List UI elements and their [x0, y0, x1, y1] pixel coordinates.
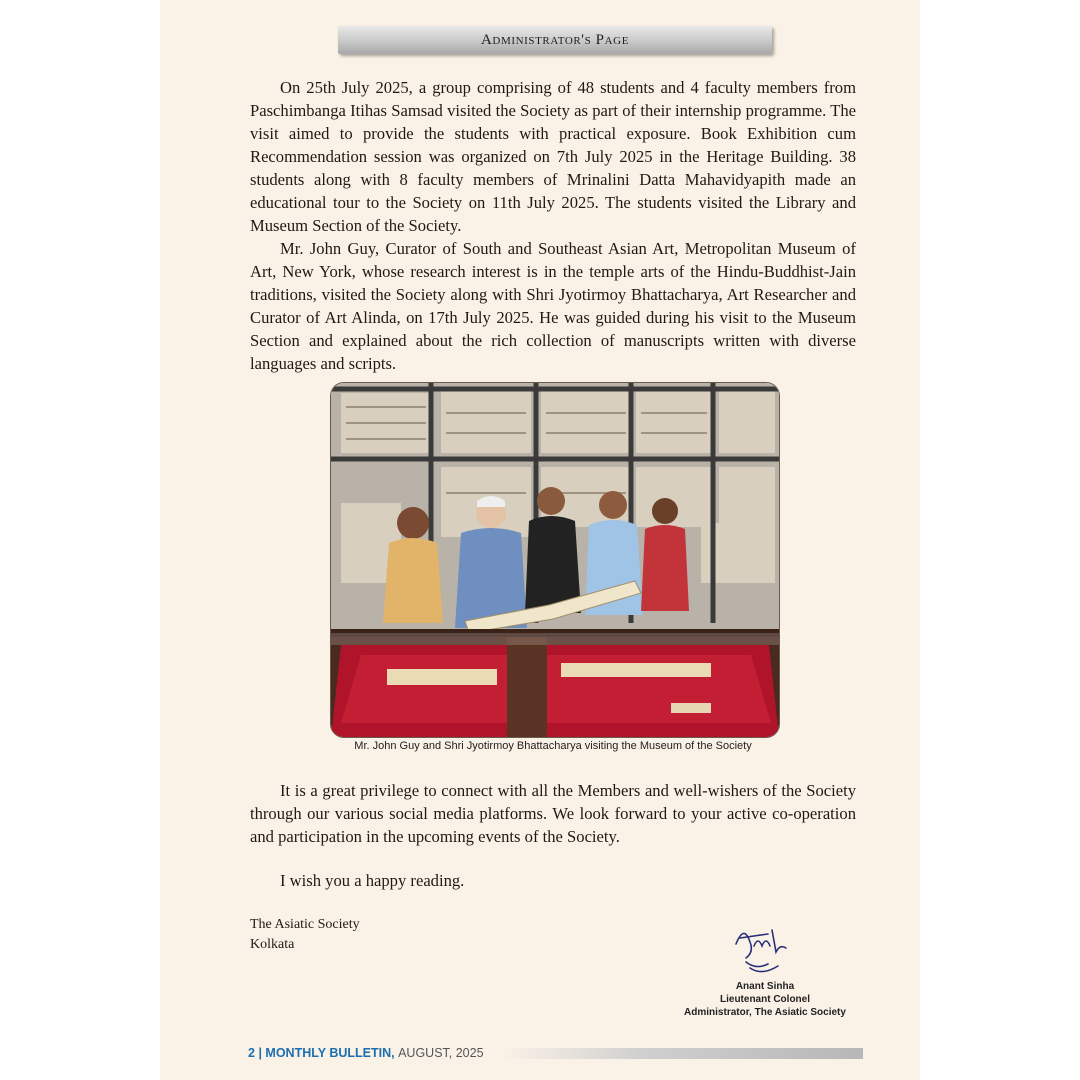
closing-wish: I wish you a happy reading. [280, 871, 465, 890]
signatory-name: Anant Sinha [735, 981, 795, 992]
footer-rule [500, 1048, 863, 1059]
paragraph-visits: On 25th July 2025, a group comprising of 48 students and 4 faculty members from Paschimbanga Itihas Samsad visited the Society as part of their internship programme. The visit aimed to provide the students with practical exposure. Book Exhibition cum Recommendation session was organized on 7th July 2025 in the Heritage Building. 38 students along with 8 faculty members of Mrinalini Datta Mahavidyapith made an educational tour to the Society on 11th July 2025. The students visited the Library and Museum Section of the Society. [250, 78, 856, 235]
signatory-block [650, 980, 880, 1019]
bulletin-page [160, 0, 920, 1080]
handwritten-signature [728, 918, 798, 983]
page-footer [248, 1046, 484, 1060]
page-header-banner [338, 26, 772, 54]
footer-page-number: 2 [248, 1046, 255, 1060]
photo-caption: Mr. John Guy and Shri Jyotirmoy Bhattacharya visiting the Museum of the Society [354, 740, 752, 752]
footer-separator: | [258, 1046, 262, 1060]
lower-article-text [250, 779, 856, 848]
organization-block [250, 915, 360, 955]
signatory-title: Administrator, The Asiatic Society [684, 1007, 846, 1018]
museum-visit-photo [330, 382, 780, 738]
organization-name: The Asiatic Society [250, 917, 360, 932]
organization-city: Kolkata [250, 937, 295, 952]
signatory-rank: Lieutenant Colonel [720, 994, 810, 1005]
paragraph-social-media: It is a great privilege to connect with all the Members and well-wishers of the Society through our various social media platforms. We look forward to your active co-operation and participation in the upcoming events of the Society. [250, 781, 856, 846]
paragraph-john-guy-visit: Mr. John Guy, Curator of South and Southeast Asian Art, Metropolitan Museum of Art, New York, whose research interest is in the temple arts of the Hindu-Buddhist-Jain traditions, visited the Society along with Shri Jyotirmoy Bhattacharya, Art Researcher and Curator of Art Alinda, on 17th July 2025. He was guided during his visit to the Museum Section and explained about the rich collection of manuscripts written with diverse languages and scripts. [250, 239, 856, 373]
footer-publication: MONTHLY BULLETIN, [265, 1046, 395, 1060]
footer-date: AUGUST, 2025 [398, 1046, 484, 1060]
page-header-title: Administrator's Page [480, 31, 630, 48]
upper-article-text [250, 76, 856, 375]
